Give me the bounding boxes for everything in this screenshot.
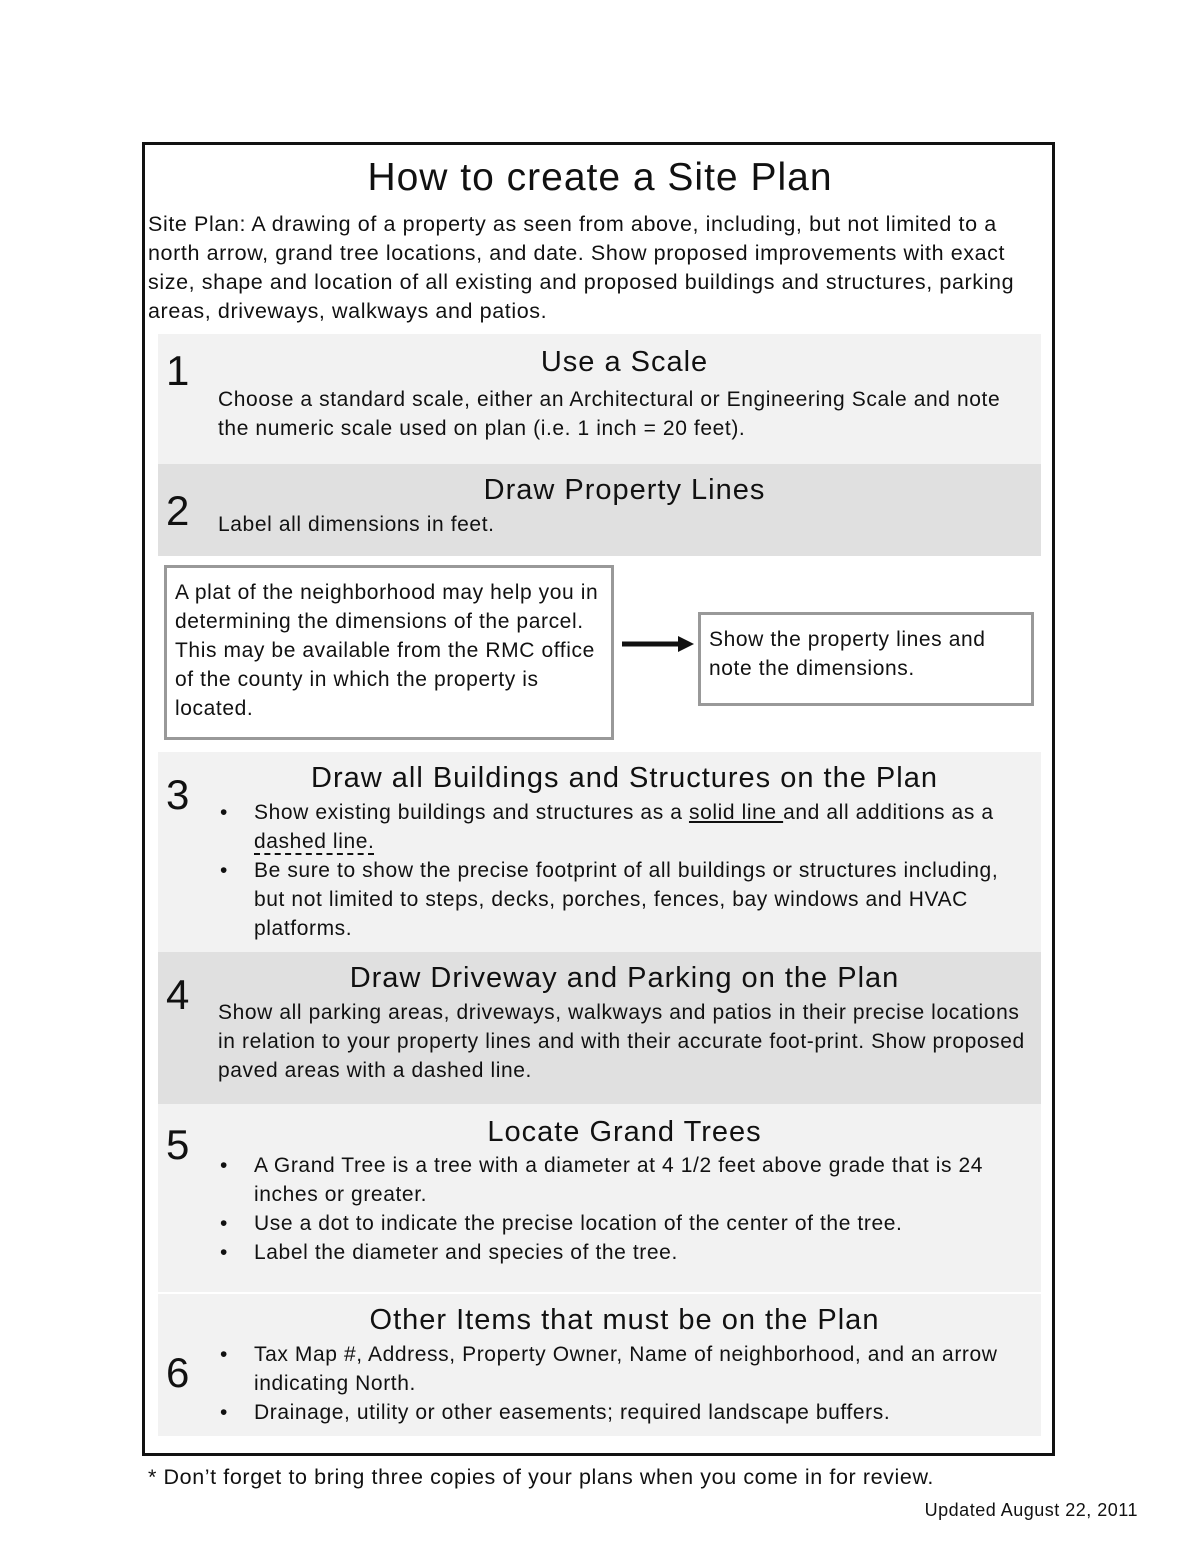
list-item [218, 1340, 1033, 1398]
list-item [218, 1398, 1033, 1427]
step-1-body: Choose a standard scale, either an Architectural or Engineering Scale and note the numeric scale used on plan (i.e. 1 inch = 20 feet). [218, 388, 1001, 440]
bullet-icon: • [220, 859, 228, 882]
step-2-title: Draw Property Lines [483, 474, 766, 506]
list-item [218, 1151, 1033, 1209]
bullet-icon: • [220, 1401, 228, 1424]
step-2-body: Label all dimensions in feet. [218, 513, 495, 536]
bullet-text: Drainage, utility or other easements; required landscape buffers. [254, 1401, 891, 1424]
list-item [218, 1209, 1033, 1238]
bullet-text: Label the diameter and species of the tree. [254, 1241, 678, 1264]
step-6-section [158, 1292, 1041, 1436]
bullet-text: Tax Map #, Address, Property Owner, Name of neighborhood, and an arrow indicating North. [254, 1343, 998, 1395]
bullet-icon: • [220, 1212, 228, 1235]
step-2-number: 2 [166, 487, 190, 534]
step-3-section [158, 752, 1041, 952]
bullet-text: Use a dot to indicate the precise location of the center of the tree. [254, 1212, 903, 1235]
solid-line-label: solid line [688, 801, 784, 824]
step-6-bullet-list [218, 1340, 1033, 1427]
step-1-section [158, 334, 1041, 464]
step-5-number: 5 [166, 1121, 190, 1168]
dashed-line-label: dashed line. [254, 830, 375, 853]
plat-note-text: A plat of the neighborhood may help you in determining the dimensions of the parcel. This may be available from the RMC office of the county in which the property is located. [175, 581, 599, 720]
list-item [218, 1238, 1033, 1267]
step-4-number: 4 [166, 971, 190, 1018]
step-3-title: Draw all Buildings and Structures on the Plan [311, 762, 938, 794]
updated-date: Updated August 22, 2011 [924, 1500, 1138, 1520]
bullet-text: Show existing buildings and structures as a [254, 801, 689, 824]
intro-paragraph: Site Plan: A drawing of a property as seen from above, including, but not limited to a north arrow, grand tree locations, and date. Show proposed improvements with exact size, shape and location of all existing and proposed buildings and structures, parking areas, driveways, walkways and patios. [148, 212, 1015, 323]
step-6-number: 6 [166, 1349, 190, 1396]
property-note-box [698, 612, 1034, 706]
bullet-icon: • [220, 1241, 228, 1264]
plat-note-box [164, 565, 614, 740]
bullet-icon: • [220, 801, 228, 824]
list-item [218, 798, 1033, 856]
step-4-section [158, 952, 1041, 1104]
step-4-body: Show all parking areas, driveways, walkways and patios in their precise locations in relation to your property lines and with their accurate foot-print. Show proposed paved areas with a dashed line. [218, 1001, 1025, 1082]
step-2-section [158, 464, 1041, 556]
footnote: * Don’t forget to bring three copies of your plans when you come in for review. [148, 1465, 934, 1489]
bullet-text: A Grand Tree is a tree with a diameter at 4 1/2 feet above grade that is 24 inches or greater. [254, 1154, 984, 1206]
step-3-number: 3 [166, 771, 190, 818]
step-1-number: 1 [166, 347, 190, 394]
list-item [218, 856, 1033, 943]
step-5-section [158, 1104, 1041, 1292]
step-5-bullet-list [218, 1151, 1033, 1267]
step-4-title: Draw Driveway and Parking on the Plan [349, 962, 900, 994]
bullet-text: and all additions as a [783, 801, 994, 824]
step-3-bullet-list [218, 798, 1033, 943]
step-6-title: Other Items that must be on the Plan [369, 1304, 880, 1336]
page-title: How to create a Site Plan [367, 156, 833, 199]
step-1-title: Use a Scale [540, 346, 709, 378]
step-5-title: Locate Grand Trees [487, 1116, 762, 1148]
arrow-right-icon [620, 632, 696, 656]
bullet-icon: • [220, 1154, 228, 1177]
bullet-icon: • [220, 1343, 228, 1366]
property-note-text: Show the property lines and note the dimensions. [709, 628, 986, 680]
bullet-text: Be sure to show the precise footprint of all buildings or structures including, but not limited to steps, decks, porches, fences, bay windows and HVAC platforms. [254, 859, 999, 940]
